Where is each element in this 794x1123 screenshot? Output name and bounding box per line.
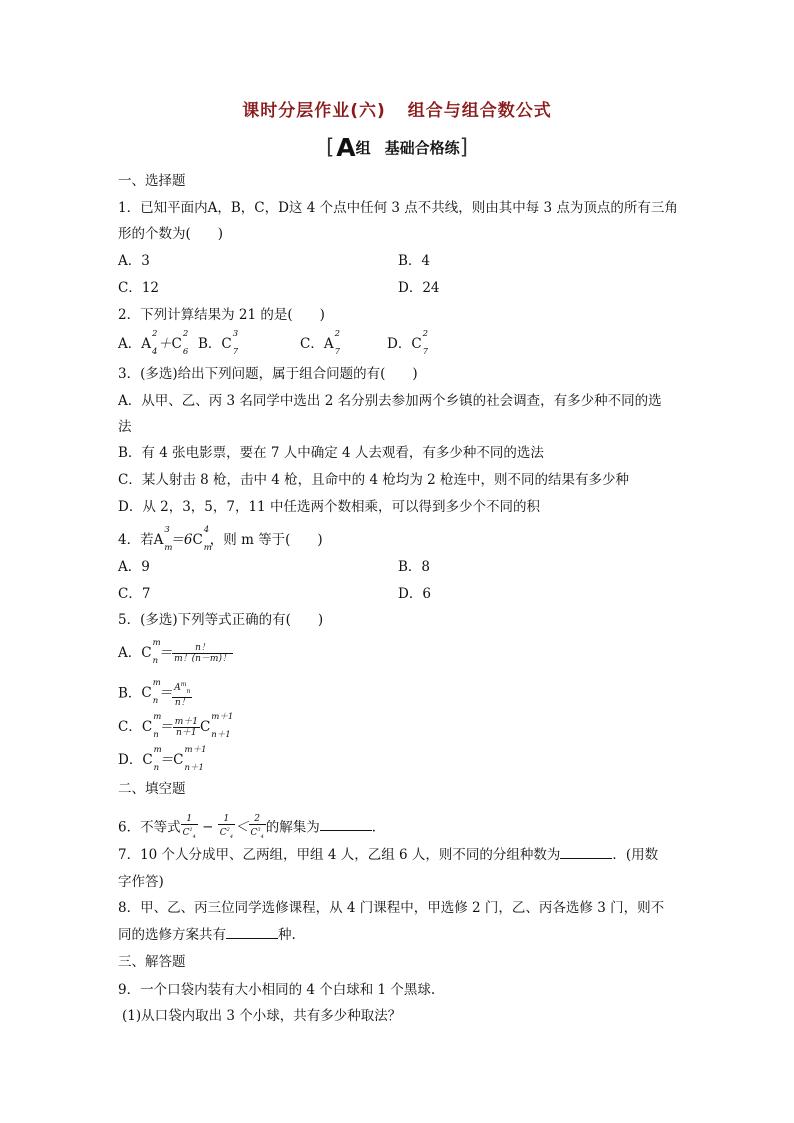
bracket-right: ] (459, 135, 468, 159)
group-name: 基础合格练 (384, 139, 460, 157)
q4-option-d: D．6 (398, 586, 431, 602)
q8-text: 同的选修方案共有 (118, 927, 226, 943)
question-8-line1: 8．甲、乙、丙三位同学选修课程，从 4 门课程中，甲选修 2 门，乙、丙各选修 3 门，则不 (118, 900, 665, 916)
q7-text: 7．10 个人分成甲、乙两组，甲组 4 人，乙组 6 人，则不同的分组种数为 (118, 847, 561, 863)
q3-option-b: B．有 4 张电影票，要在 7 人中确定 4 人去观看，有多少种不同的选法 (118, 445, 544, 461)
q1-option-d: D．24 (398, 280, 440, 296)
q2-c-label: C． (300, 336, 324, 352)
group-word: 组 (355, 139, 371, 157)
q1-option-a: A．3 (118, 253, 150, 269)
question-1-line2: 形的个数为( ) (118, 226, 224, 242)
q3-option-d: D．从 2，3，5，7，11 中任选两个数相乘，可以得到多少个不同的积 (118, 499, 540, 515)
q2-option-d: D．C 2 7 (387, 329, 429, 357)
q2-option-a: A．A 2 4 ＋C 2 6 (118, 329, 189, 357)
q4-option-c: C．7 (118, 586, 151, 602)
question-9-line2: (1)从口袋内取出 3 个小球，共有多少种取法？ (122, 1008, 402, 1024)
answer-blank[interactable] (560, 846, 612, 859)
q7-text-end: ．(用数 (612, 847, 659, 863)
title-left: 课时分层作业(六) (242, 101, 386, 121)
q8-text-end: 种. (278, 927, 296, 943)
q5-b-label: B． (118, 685, 142, 702)
q5-option-c: C．C m n ＝ $\frac{m+1}{n+1}$ C m＋1 n＋1 (118, 712, 234, 740)
q5-d-label: D． (118, 752, 143, 768)
q5-a-numerator: n！ (172, 643, 233, 654)
answer-blank[interactable] (226, 926, 278, 939)
question-7-line2: 字作答) (118, 874, 164, 890)
section-heading: 三、解答题 (118, 954, 186, 970)
q4-option-a: A．9 (118, 559, 150, 575)
question-3-stem: 3．(多选)给出下列问题，属于组合问题的有( ) (118, 366, 418, 382)
q3-option-a-line1: A．从甲、乙、丙 3 名同学中选出 2 名分别去参加两个乡镇的社会调查，有多少种不同的选 (118, 393, 662, 409)
q1-option-c: C．12 (118, 280, 160, 296)
q5-a-label: A． (118, 645, 142, 661)
question-6: 6．不等式 $\frac{1}{C^1_4}$ − $\frac{1}{C^2_4}$ ＜ $\frac{2}{C^3_4}$ 的解集为 . (118, 814, 377, 840)
q1-option-b: B．4 (398, 253, 431, 269)
q6-end: . (371, 819, 377, 836)
q2-a-label: A． (118, 336, 142, 352)
q4-suffix: ，则 m 等于( ) (209, 532, 323, 548)
q5-b-denominator: n！ (174, 697, 190, 708)
question-1-line1: 1．已知平面内A，B，C，D这 4 个点中任何 3 点不共线，则由其中每 3 点为顶点的所有三角 (118, 200, 678, 216)
q5-c-label: C． (118, 719, 142, 735)
q5-c-numerator: m＋1 (174, 717, 198, 727)
q6-prefix: 6．不等式 (118, 819, 181, 836)
section-heading: 二、填空题 (118, 781, 186, 797)
group-heading (0, 133, 794, 162)
page-title (0, 96, 794, 121)
group-letter: A (336, 133, 356, 162)
q3-option-c: C．某人射击 8 枪，击中 4 枪，且命中的 4 枪均为 2 枪连中，则不同的结果有多少种 (118, 472, 630, 488)
q2-option-c: C．A 2 7 (300, 329, 341, 357)
answer-blank[interactable] (320, 818, 372, 831)
q6-suffix: 的解集为 (265, 819, 320, 836)
q5-option-a: A．C m n ＝ $\frac{n!}{m!(n-m)!}$ (118, 638, 231, 666)
q3-option-a-line2: 法 (118, 419, 132, 435)
q2-d-label: D． (387, 336, 412, 352)
question-7-line1 (118, 845, 658, 865)
q5-option-b: B．C m n ＝ $\frac{A^m_n}{n!}$ (118, 678, 191, 708)
question-8-line2 (118, 925, 296, 945)
bracket-left: [ (326, 135, 335, 159)
q2-b-label: B． (198, 336, 222, 352)
q2-option-b: B．C 3 7 (198, 329, 239, 357)
question-5-stem: 5．(多选)下列等式正确的有( ) (118, 612, 324, 628)
q5-option-d: D．C m n ＝C m＋1 n＋1 (118, 745, 207, 773)
question-4-stem: 4．若A 3 m ＝6C 4 m ，则 m 等于( ) (118, 525, 323, 553)
question-9-line1: 9．一个口袋内装有大小相同的 4 个白球和 1 个黑球. (118, 982, 436, 998)
section-heading: 一、选择题 (118, 173, 186, 189)
question-2-stem: 2．下列计算结果为 21 的是( ) (118, 307, 325, 323)
title-right: 组合与组合数公式 (407, 101, 552, 121)
q5-b-numerator: A (174, 683, 181, 693)
q4-prefix: 4．若 (118, 532, 154, 548)
q5-a-denominator: m！(n－m)！ (174, 654, 231, 664)
q4-option-b: B．8 (398, 559, 431, 575)
q5-c-denominator: n＋1 (176, 728, 197, 738)
